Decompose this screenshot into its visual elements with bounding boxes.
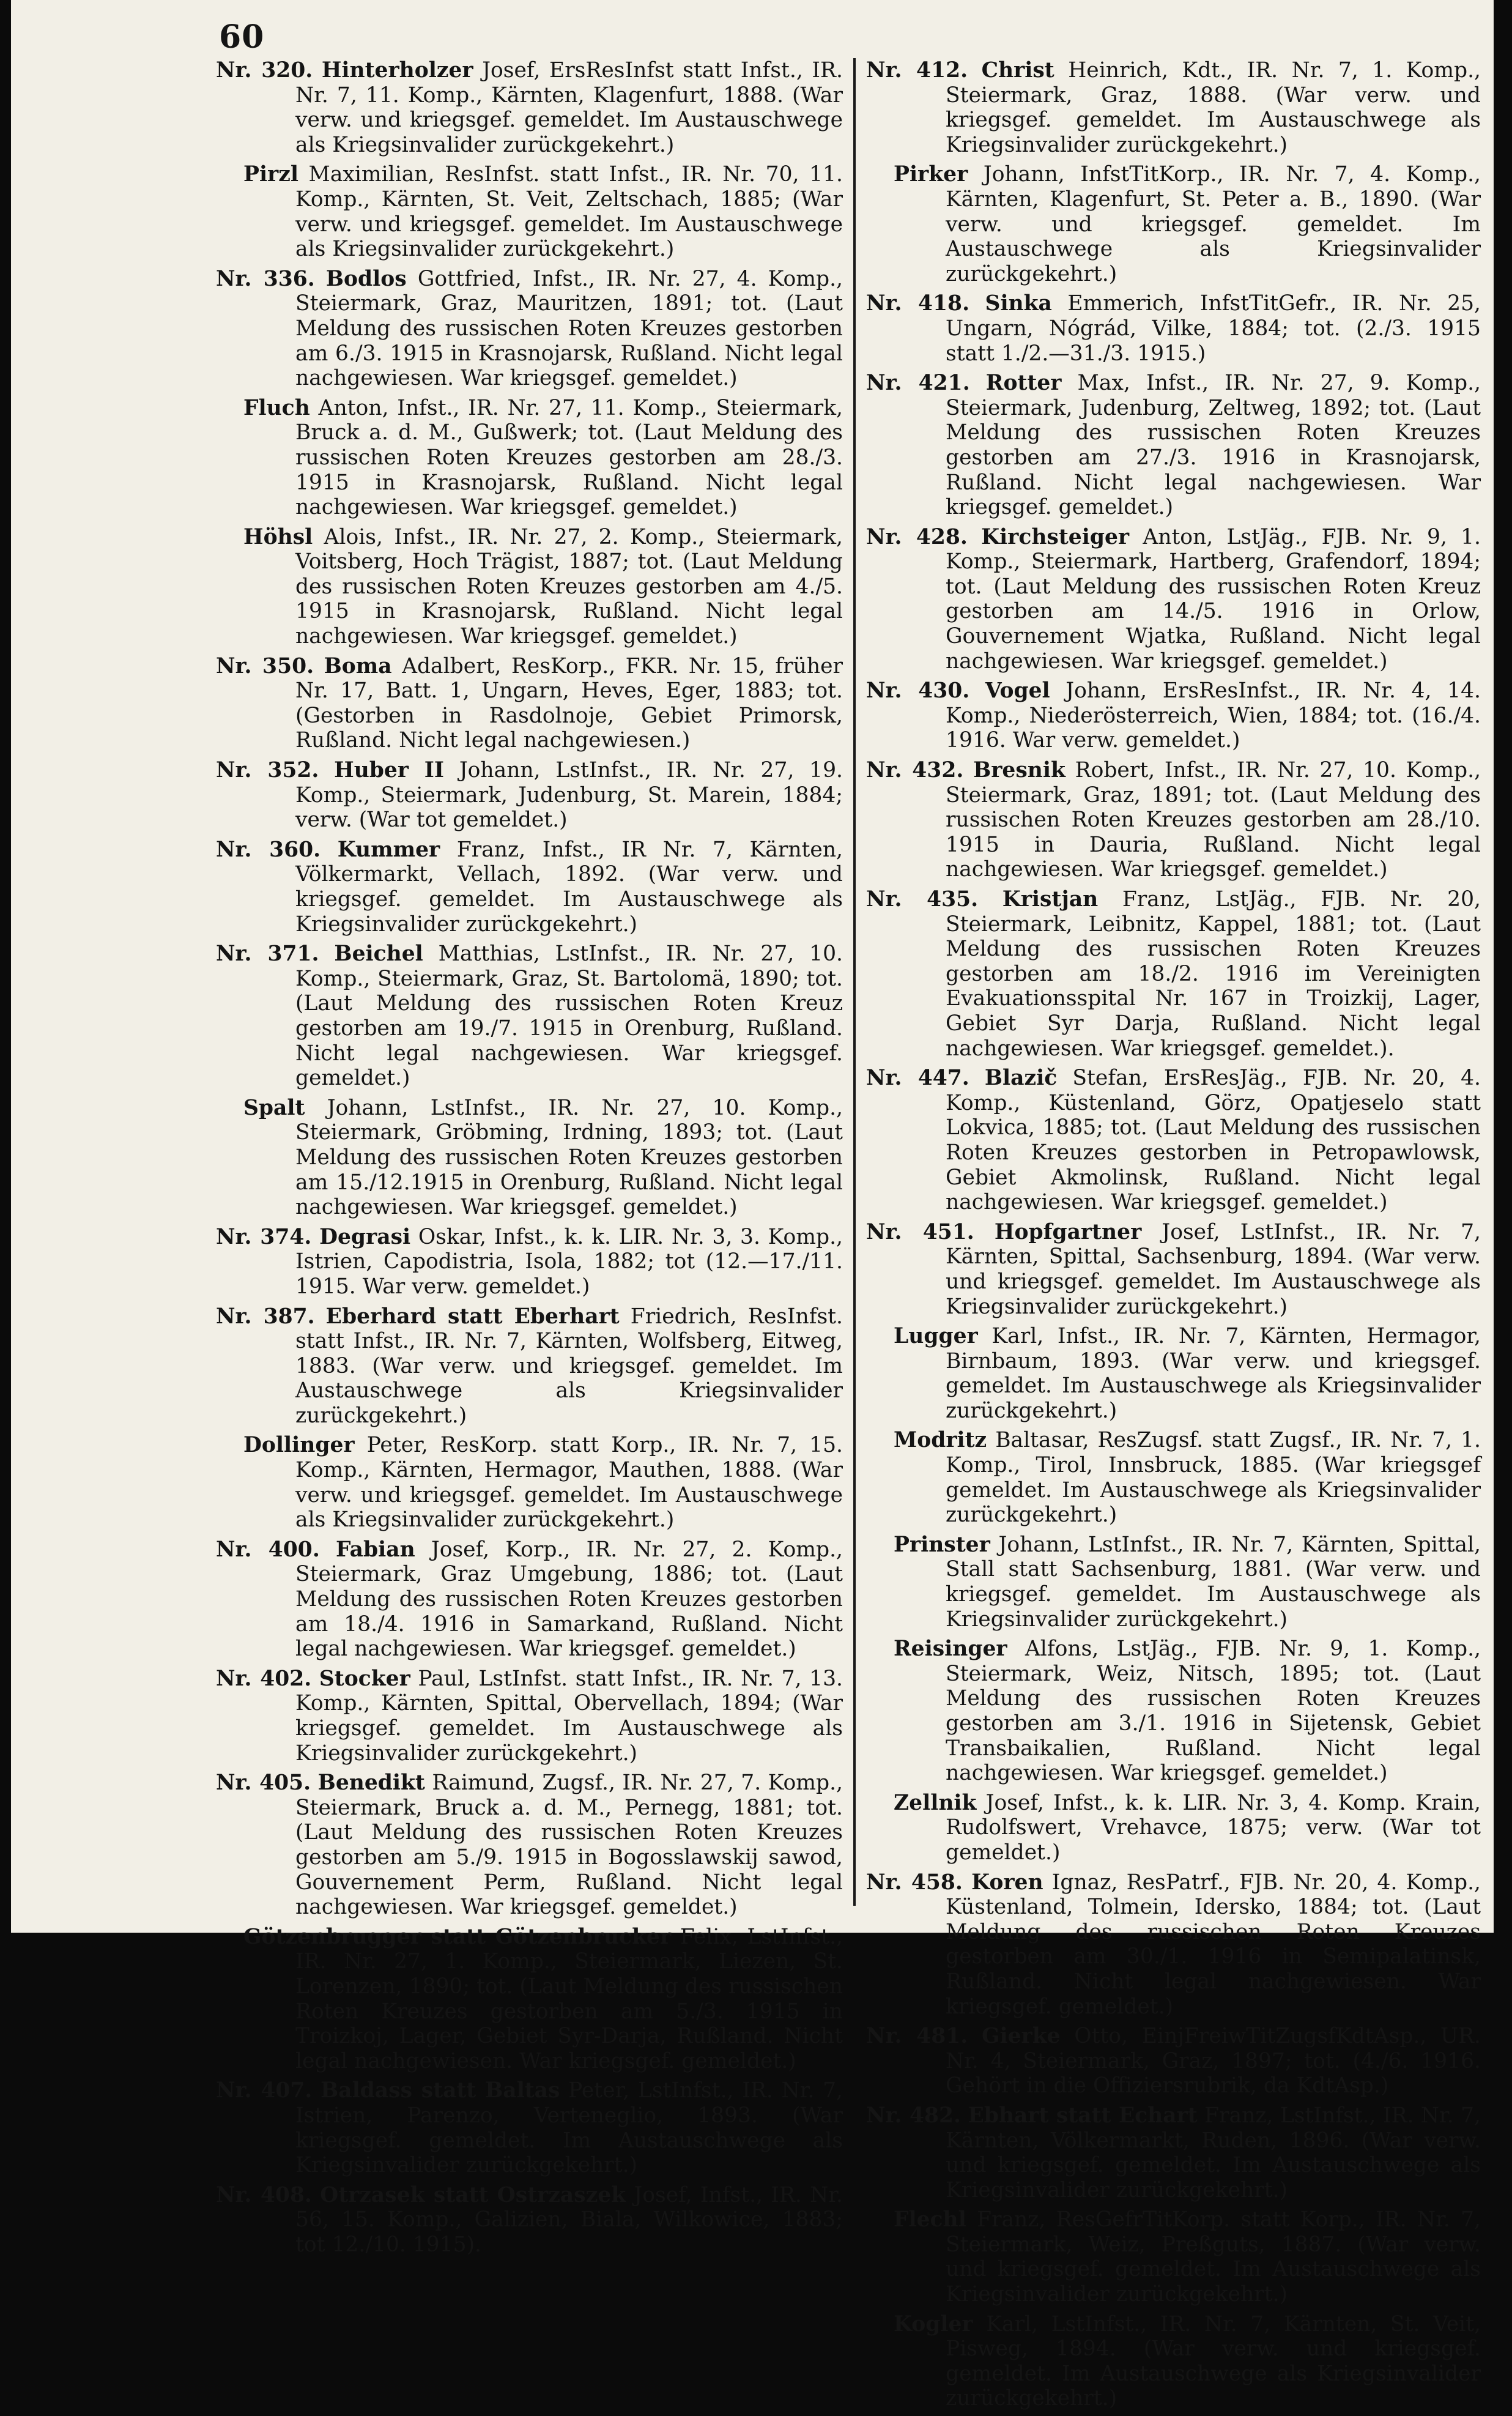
casualty-entry bbox=[866, 1637, 1481, 1786]
casualty-entry bbox=[866, 1870, 1481, 2020]
entry-number: Nr. 412. bbox=[866, 58, 968, 83]
entry-number: Nr. 432. bbox=[866, 758, 964, 783]
casualty-entry bbox=[216, 838, 843, 937]
entry-surname: Vogel bbox=[985, 678, 1050, 704]
column-divider bbox=[853, 58, 856, 1906]
entry-surname: Rotter bbox=[985, 371, 1062, 396]
entry-number: Nr. 350. bbox=[216, 653, 314, 678]
entry-details: Karl, Infst., IR. Nr. 7, Kärnten, Hermagor, Birnbaum, 1893. (War verw. und kriegsgef. gemeldet. Im Austauschwege als Kriegsinvalider zurückgekehrt.) bbox=[946, 1324, 1481, 1423]
casualty-entry bbox=[216, 267, 843, 391]
entry-surname: Dollinger bbox=[243, 1433, 355, 1458]
casualty-entry bbox=[866, 371, 1481, 520]
entry-details: Franz, LstInfst., IR. Nr. 7, Kärnten, Völkermarkt, Ruden, 1896. (War verw. und kriegsgef. gemeldet. Im Austauschwege als Kriegsinvalider zurückgekehrt.) bbox=[946, 2103, 1481, 2202]
entry-details: Oskar, Infst., k. k. LIR. Nr. 3, 3. Komp., Istrien, Capodistria, Isola, 1882; tot (12.—17./11. 1915. War verw. gemeldet.) bbox=[295, 1224, 843, 1299]
entry-surname: Prinster bbox=[894, 1532, 990, 1557]
casualty-entry bbox=[866, 2024, 1481, 2098]
entry-surname: Ebhart statt Echart bbox=[968, 2103, 1198, 2128]
casualty-entry bbox=[216, 2183, 843, 2258]
right-column bbox=[866, 58, 1481, 2416]
entry-surname: Otrzasek statt Ostrzaszek bbox=[320, 2182, 626, 2207]
entry-surname: Koren bbox=[971, 1870, 1043, 1895]
entry-surname: Huber II bbox=[334, 758, 445, 783]
casualty-entry bbox=[866, 1324, 1481, 1423]
entry-details: Josef, Infst., k. k. LIR. Nr. 3, 4. Komp. Krain, Rudolfswert, Vrehavce, 1875; verw. (War tot gemeldet.) bbox=[946, 1790, 1481, 1865]
entry-number: Nr. 421. bbox=[866, 371, 970, 396]
casualty-entry bbox=[216, 942, 843, 1091]
entry-details: Josef, ErsResInfst statt Infst., IR. Nr. 7, 11. Komp., Kärnten, Klagenfurt, 1888. (War verw. und kriegsgef. gemeldet. Im Austauschwege als Kriegsinvalider zurückgekehrt.) bbox=[295, 58, 843, 157]
entry-number: Nr. 435. bbox=[866, 887, 979, 912]
left-column bbox=[216, 58, 843, 2262]
entry-surname: Baldass statt Baltas bbox=[321, 2078, 560, 2103]
entry-number: Nr. 320. bbox=[216, 58, 313, 83]
casualty-entry bbox=[216, 758, 843, 833]
entry-details: Johann, InfstTitKorp., IR. Nr. 7, 4. Komp., Kärnten, Klagenfurt, St. Peter a. B., 1890. (War verw. und kriegsgef. gemeldet. Im Austauschwege als Kriegsinvalider zurückgekehrt.) bbox=[946, 162, 1481, 286]
entry-number: Nr. 336. bbox=[216, 266, 315, 291]
entry-number: Nr. 405. bbox=[216, 1771, 311, 1796]
casualty-entry bbox=[866, 1066, 1481, 1215]
casualty-entry bbox=[216, 1304, 843, 1429]
entry-details: Felix, LstInfst., IR. Nr. 27, 1. Komp., Steiermark, Liezen, St. Lorenzen, 1890; tot. (Laut Meldung des russischen Roten Kreuzes gestorben am 5./3. 1915 in Troizkoj, Lager, Gebiet Syr-Darja, Rußland. Nicht legal nachgewiesen. War kriegsgef. gemeldet.) bbox=[295, 1924, 843, 2073]
casualty-entry bbox=[216, 2078, 843, 2177]
entry-surname: Bodlos bbox=[325, 266, 407, 291]
entry-surname: Reisinger bbox=[894, 1637, 1007, 1662]
casualty-entry bbox=[216, 1771, 843, 1920]
entry-details: Josef, Infst., IR. Nr. 56, 15. Komp., Galizien, Biala, Wilkowice, 1883; tot 12./10. 1915). bbox=[295, 2182, 843, 2257]
entry-details: Max, Infst., IR. Nr. 27, 9. Komp., Steiermark, Judenburg, Zeltweg, 1892; tot. (Laut Meldung des russischen Roten Kreuzes gestorben am 27./3. 1916 in Krasnojarsk, Rußland. Nicht legal nachgewiesen. War kriegsgef. gemeldet.) bbox=[946, 371, 1481, 520]
entry-surname: Beichel bbox=[334, 942, 423, 967]
entry-surname: Boma bbox=[324, 653, 392, 678]
casualty-entry bbox=[866, 162, 1481, 286]
entry-number: Nr. 458. bbox=[866, 1870, 963, 1895]
document-page bbox=[11, 0, 1494, 2411]
casualty-entry bbox=[216, 1925, 843, 2074]
entry-details: Friedrich, ResInfst. statt Infst., IR. Nr. 7, Kärnten, Wolfsberg, Eitweg, 1883. (War verw. und kriegsgef. gemeldet. Im Austauschwege als Kriegsinvalider zurückgekehrt.) bbox=[295, 1304, 843, 1428]
casualty-entry bbox=[866, 758, 1481, 882]
entry-details: Gottfried, Infst., IR. Nr. 27, 4. Komp., Steiermark, Graz, Mauritzen, 1891; tot. (Laut Meldung des russischen Roten Kreuzes gestorben am 6./3. 1915 in Krasnojarsk, Rußland. Nicht legal nachgewiesen. War kriegsgef. gemeldet.) bbox=[295, 266, 843, 391]
entry-surname: Pirker bbox=[894, 162, 968, 187]
casualty-entry bbox=[866, 887, 1481, 1061]
entry-details: Robert, Infst., IR. Nr. 27, 10. Komp., Steiermark, Graz, 1891; tot. (Laut Meldung des russischen Roten Kreuzes gestorben am 28./10. 1915 in Dauria, Rußland. Nicht legal nachgewiesen. War kriegsgef. gemeldet.) bbox=[946, 758, 1481, 882]
entry-details: Heinrich, Kdt., IR. Nr. 7, 1. Komp., Steiermark, Graz, 1888. (War verw. und kriegsgef. gemeldet. Im Austauschwege als Kriegsinvalider zurückgekehrt.) bbox=[946, 58, 1481, 157]
entry-details: Karl, LstInfst., IR. Nr. 7, Kärnten, St. Veit, Pisweg, 1894. (War verw. und kriegsgef. gemeldet. Im Austauschwege als Kriegsinvalider zurückgekehrt.) bbox=[946, 2311, 1481, 2411]
entry-details: Johann, LstInfst., IR. Nr. 27, 10. Komp., Steiermark, Gröbming, Irdning, 1893; tot. (Laut Meldung des russischen Roten Kreuzes gestorben am 15./12.1915 in Orenburg, Rußland. Nicht legal nachgewiesen. War kriegsgef. gemeldet.) bbox=[295, 1095, 843, 1220]
entry-details: Anton, Infst., IR. Nr. 27, 11. Komp., Steiermark, Bruck a. d. M., Gußwerk; tot. (Laut Meldung des russischen Roten Kreuzes gestorben am 28./3. 1915 in Krasnojarsk, Rußland. Nicht legal nachgewiesen. War kriegsgef. gemeldet.) bbox=[295, 395, 843, 520]
casualty-entry bbox=[216, 1667, 843, 1766]
casualty-entry bbox=[216, 1537, 843, 1662]
entry-details: Franz, LstJäg., FJB. Nr. 20, Steiermark, Leibnitz, Kappel, 1881; tot. (Laut Meldung des russischen Roten Kreuzes gestorben am 18./2. 1916 im Vereinigten Evakuationsspital Nr. 167 in Troizkij, Lager, Gebiet Syr Darja, Rußland. Nicht legal nachgewiesen. War kriegsgef. gemeldet.). bbox=[946, 887, 1481, 1061]
casualty-entry bbox=[866, 2312, 1481, 2411]
casualty-entry bbox=[866, 1220, 1481, 1319]
entry-number: Nr. 374. bbox=[216, 1224, 312, 1249]
entry-number: Nr. 400. bbox=[216, 1537, 320, 1562]
casualty-entry bbox=[216, 525, 843, 649]
casualty-entry bbox=[866, 525, 1481, 674]
casualty-entry bbox=[216, 1433, 843, 1532]
entry-number: Nr. 482. bbox=[866, 2103, 962, 2128]
entry-surname: Sinka bbox=[985, 291, 1052, 316]
entry-details: Raimund, Zugsf., IR. Nr. 27, 7. Komp., Steiermark, Bruck a. d. M., Pernegg, 1881; tot. (Laut Meldung des russischen Roten Kreuzes gestorben am 5./9. 1915 in Bogosslawskij sawod, Gouvernement Perm, Rußland. Nicht legal nachgewiesen. War kriegsgef. gemeldet.) bbox=[295, 1771, 843, 1920]
entry-details: Maximilian, ResInfst. statt Infst., IR. Nr. 70, 11. Komp., Kärnten, St. Veit, Zeltschach, 1885; (War verw. und kriegsgef. gemeldet. Im Austauschwege als Kriegsinvalider zurückgekehrt.) bbox=[295, 162, 843, 262]
entry-number: Nr. 430. bbox=[866, 678, 970, 704]
entry-details: Otto, EinjFreiwTitZugsfKdtAsp., UR. Nr. 4, Steiermark, Graz, 1897; tot. (4./6. 1916. Gehört in die Offiziersrubrik, da KdtAsp.) bbox=[946, 2024, 1481, 2098]
entry-details: Anton, LstJäg., FJB. Nr. 9, 1. Komp., Steiermark, Hartberg, Grafendorf, 1894; tot. (Laut Meldung des russischen Roten Kreuz gestorben am 14./5. 1916 in Orlow, Gouvernement Wjatka, Rußland. Nicht legal nachgewiesen. War kriegsgef. gemeldet.) bbox=[946, 524, 1481, 674]
entry-number: Nr. 447. bbox=[866, 1066, 969, 1091]
entry-details: Ignaz, ResPatrf., FJB. Nr. 20, 4. Komp., Küstenland, Tolmein, Idersko, 1884; tot. (Laut Meldung des russischen Roten Kreuzes gestorben am 30./1. 1916 in Semipalatinsk, Rußland. Nicht legal nachgewiesen. War kriegsgef. gemeldet.) bbox=[946, 1870, 1481, 2019]
casualty-entry bbox=[216, 1096, 843, 1220]
entry-surname: Zellnik bbox=[894, 1790, 977, 1815]
entry-details: Baltasar, ResZugsf. statt Zugsf., IR. Nr. 7, 1. Komp., Tirol, Innsbruck, 1885. (War kriegsgef gemeldet. Im Austauschwege als Kriegsinvalider zurückgekehrt.) bbox=[946, 1428, 1481, 1528]
entry-surname: Fabian bbox=[336, 1537, 415, 1562]
entry-surname: Modritz bbox=[894, 1428, 987, 1453]
entry-details: Alfons, LstJäg., FJB. Nr. 9, 1. Komp., Steiermark, Weiz, Nitsch, 1895; tot. (Laut Meldung des russischen Roten Kreuzes gestorben am 3./1. 1916 in Sijetensk, Gebiet Transbaikalien, Rußland. Nicht legal nachgewiesen. War kriegsgef. gemeldet.) bbox=[946, 1637, 1481, 1786]
entry-details: Johann, ErsResInfst., IR. Nr. 4, 14. Komp., Niederösterreich, Wien, 1884; tot. (16./4. 1916. War verw. gemeldet.) bbox=[946, 678, 1481, 753]
entry-details: Franz, Infst., IR Nr. 7, Kärnten, Völkermarkt, Vellach, 1892. (War verw. und kriegsgef. gemeldet. Im Austauschwege als Kriegsinvalider zurückgekehrt.) bbox=[295, 837, 843, 937]
casualty-entry bbox=[866, 291, 1481, 366]
casualty-entry bbox=[866, 1791, 1481, 1865]
entry-number: Nr. 371. bbox=[216, 942, 319, 967]
entry-details: Adalbert, ResKorp., FKR. Nr. 15, früher Nr. 17, Batt. 1, Ungarn, Heves, Eger, 1883; tot. (Gestorben in Rasdolnoje, Gebiet Primorsk, Rußland. Nicht legal nachgewiesen.) bbox=[295, 653, 843, 753]
entry-surname: Hinterholzer bbox=[321, 58, 473, 83]
entry-details: Franz, ResGefrTitKorp. statt Korp., IR. Nr. 7, Steiermark, Weiz, Preßguts, 1887. (War verw. und kriegsgef. gemeldet. Im Austauschwege als Kriegsinvalider zurückgekehrt.) bbox=[946, 2207, 1481, 2307]
entry-surname: Kogler bbox=[894, 2311, 973, 2336]
casualty-entry bbox=[216, 1225, 843, 1299]
entry-number: Nr. 402. bbox=[216, 1666, 312, 1691]
entry-number: Nr. 408. bbox=[216, 2182, 312, 2207]
entry-surname: Christ bbox=[981, 58, 1054, 83]
entry-number: Nr. 481. bbox=[866, 2024, 968, 2049]
entry-details: Peter, LstInfst., IR. Nr. 7, Istrien, Parenzo, Verteneglio, 1893. (War kriegsgef. gemeldet. Im Austauschwege als Kriegsinvalider zurückgekehrt.) bbox=[295, 2078, 843, 2178]
casualty-entry bbox=[216, 654, 843, 753]
entry-surname: Bresnik bbox=[973, 758, 1065, 783]
entry-surname: Götzenbrugger statt Götzenbrucker bbox=[243, 1924, 672, 1949]
entry-surname: Gierke bbox=[982, 2024, 1061, 2049]
entry-details: Emmerich, InfstTitGefr., IR. Nr. 25, Ungarn, Nógrád, Vilke, 1884; tot. (2./3. 1915 statt 1./2.—31./3. 1915.) bbox=[946, 291, 1481, 366]
entry-details: Josef, Korp., IR. Nr. 27, 2. Komp., Steiermark, Graz Umgebung, 1886; tot. (Laut Meldung des russischen Roten Kreuzes gestorben am 18./4. 1916 in Samarkand, Rußland. Nicht legal nachgewiesen. War kriegsgef. gemeldet.) bbox=[295, 1537, 843, 1662]
casualty-entry bbox=[866, 1428, 1481, 1527]
entry-number: Nr. 407. bbox=[216, 2078, 313, 2103]
entry-number: Nr. 352. bbox=[216, 758, 319, 783]
entry-surname: Kristjan bbox=[1002, 887, 1099, 912]
entry-surname: Benedikt bbox=[317, 1771, 425, 1796]
entry-details: Johann, LstInfst., IR. Nr. 27, 19. Komp., Steiermark, Judenburg, St. Marein, 1884; verw. (War tot gemeldet.) bbox=[295, 758, 843, 833]
entry-surname: Eberhard statt Eberhart bbox=[325, 1304, 620, 1329]
entry-surname: Fluch bbox=[243, 395, 310, 420]
entry-number: Nr. 387. bbox=[216, 1304, 315, 1329]
entry-details: Alois, Infst., IR. Nr. 27, 2. Komp., Steiermark, Voitsberg, Hoch Trägist, 1887; tot. (Laut Meldung des russischen Roten Kreuzes gestorben am 4./5. 1915 in Krasnojarsk, Rußland. Nicht legal nachgewiesen. War kriegsgef. gemeldet.) bbox=[295, 524, 843, 649]
casualty-entry bbox=[866, 1533, 1481, 1632]
entry-number: Nr. 428. bbox=[866, 524, 968, 549]
entry-surname: Hopfgartner bbox=[994, 1219, 1142, 1244]
entry-surname: Stocker bbox=[319, 1666, 410, 1691]
casualty-entry bbox=[866, 678, 1481, 753]
entry-number: Nr. 360. bbox=[216, 837, 321, 862]
entry-surname: Spalt bbox=[243, 1095, 305, 1120]
entry-surname: Pirzl bbox=[243, 162, 298, 187]
entry-details: Josef, LstInfst., IR. Nr. 7, Kärnten, Spittal, Sachsenburg, 1894. (War verw. und kriegsgef. gemeldet. Im Austauschwege als Kriegsinvalider zurückgekehrt.) bbox=[946, 1219, 1481, 1319]
scan-edge bbox=[1494, 0, 1512, 1933]
casualty-entry bbox=[216, 162, 843, 261]
entry-details: Johann, LstInfst., IR. Nr. 7, Kärnten, Spittal, Stall statt Sachsenburg, 1881. (War verw. und kriegsgef. gemeldet. Im Austauschwege als Kriegsinvalider zurückgekehrt.) bbox=[946, 1532, 1481, 1632]
entry-number: Nr. 418. bbox=[866, 291, 970, 316]
page-number: 60 bbox=[219, 18, 265, 56]
entry-surname: Degrasi bbox=[319, 1224, 411, 1249]
entry-details: Stefan, ErsResJäg., FJB. Nr. 20, 4. Komp., Küstenland, Görz, Opatjeselo statt Lokvica, 1885; tot. (Laut Meldung des russischen Roten Kreuzes gestorben in Petropawlowsk, Gebiet Akmolinsk, Rußland. Nicht legal nachgewiesen. War kriegsgef. gemeldet.) bbox=[946, 1066, 1481, 1215]
casualty-entry bbox=[866, 2103, 1481, 2202]
casualty-entry bbox=[216, 396, 843, 520]
entry-surname: Kirchsteiger bbox=[981, 524, 1130, 549]
casualty-entry bbox=[216, 58, 843, 157]
entry-surname: Lugger bbox=[894, 1324, 978, 1349]
casualty-entry bbox=[866, 58, 1481, 157]
entry-details: Paul, LstInfst. statt Infst., IR. Nr. 7, 13. Komp., Kärnten, Spittal, Obervellach, 1894; (War kriegsgef. gemeldet. Im Austauschwege als Kriegsinvalider zurückgekehrt.) bbox=[295, 1666, 843, 1766]
entry-surname: Blazič bbox=[984, 1066, 1058, 1091]
entry-surname: Höhsl bbox=[243, 524, 313, 549]
entry-surname: Flechl bbox=[894, 2207, 966, 2232]
entry-details: Matthias, LstInfst., IR. Nr. 27, 10. Komp., Steiermark, Graz, St. Bartolomä, 1890; tot. (Laut Meldung des russischen Roten Kreuz gestorben am 19./7. 1915 in Orenburg, Rußland. Nicht legal nachgewiesen. War kriegsgef. gemeldet.) bbox=[295, 942, 843, 1091]
entry-details: Peter, ResKorp. statt Korp., IR. Nr. 7, 15. Komp., Kärnten, Hermagor, Mauthen, 1888. (War verw. und kriegsgef. gemeldet. Im Austauschwege als Kriegsinvalider zurückgekehrt.) bbox=[295, 1433, 843, 1533]
casualty-entry bbox=[866, 2207, 1481, 2306]
entry-surname: Kummer bbox=[337, 837, 440, 862]
entry-number: Nr. 451. bbox=[866, 1219, 974, 1244]
